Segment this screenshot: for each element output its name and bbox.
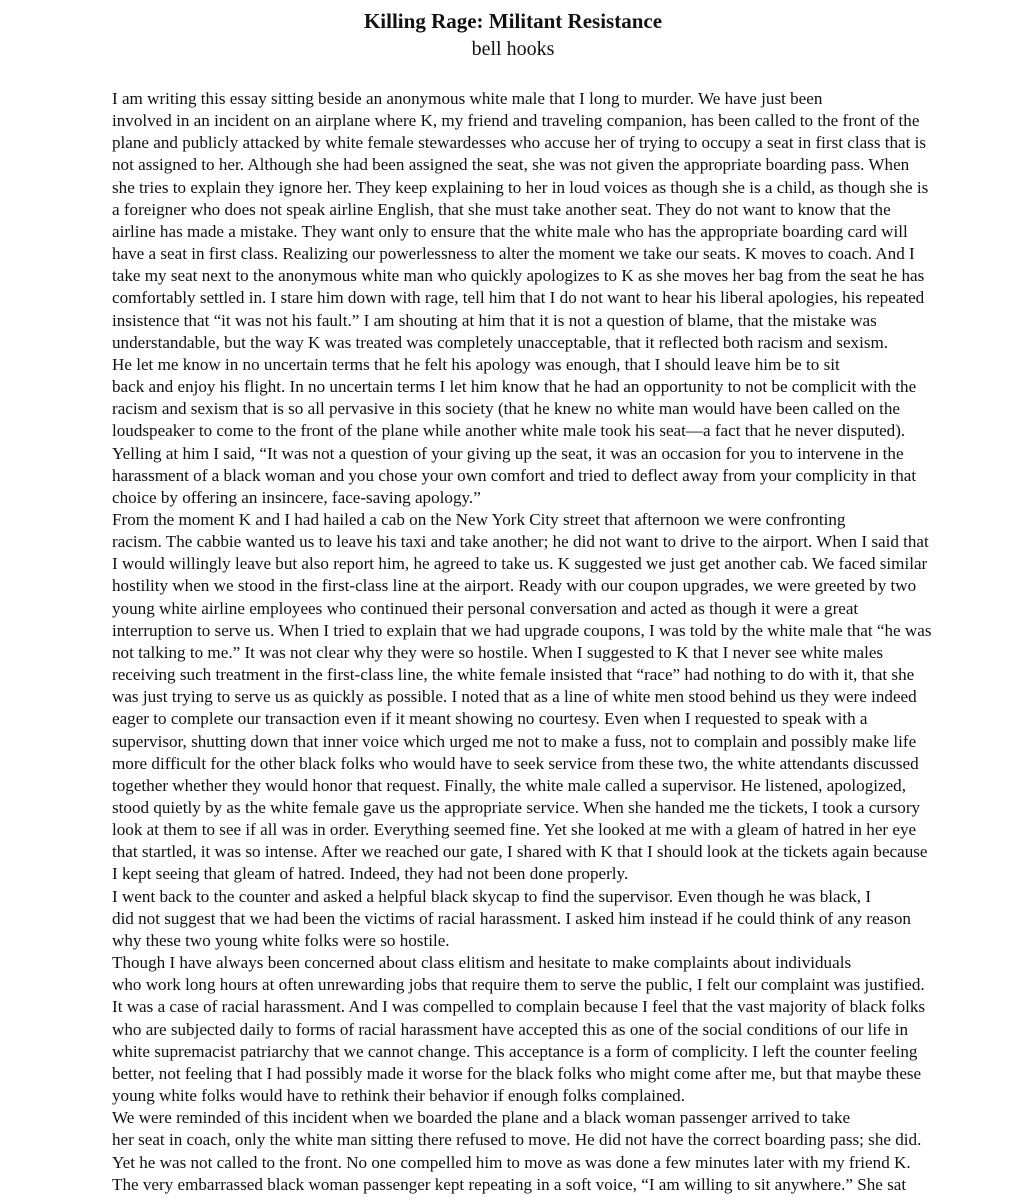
paragraph-line: take my seat next to the anonymous white man who quickly apologizes to K as she moves her bag from the seat he has (112, 266, 925, 286)
paragraph-line: Yelling at him I said, “It was not a question of your giving up the seat, it was an occasion for you to intervene in the (112, 443, 904, 463)
paragraph-line: I kept seeing that gleam of hatred. Indeed, they had not been done properly. (112, 864, 629, 884)
paragraph-line: It was a case of racial harassment. And I was compelled to complain because I feel that the vast majority of black folks (112, 997, 926, 1017)
paragraph-line: not talking to me.” It was not clear why they were so hostile. When I suggested to K that I never see white males (112, 642, 884, 662)
paragraph-line: who are subjected daily to forms of racial harassment have accepted this as one of the social conditions of our life in (112, 1019, 909, 1039)
paragraph-line: have a seat in first class. Realizing our powerlessness to alter the moment we take our seats. K moves to coach. And I (112, 244, 915, 264)
paragraph-line: she tries to explain they ignore her. They keep explaining to her in loud voices as though she is a child, as though she is (112, 177, 929, 197)
paragraph-line: receiving such treatment in the first-class line, the white female insisted that “race” had nothing to do with it, that she (112, 665, 915, 685)
paragraph-line: I would willingly leave but also report him, he agreed to take us. K suggested we just get another cab. We faced similar (112, 554, 928, 574)
paragraph-line: plane and publicly attacked by white female stewardesses who accuse her of trying to occupy a seat in first class that is (112, 133, 927, 153)
paragraph-line: did not suggest that we had been the victims of racial harassment. I asked him instead if he could think of any reason (112, 908, 911, 928)
paragraph-line: not assigned to her. Although she had been assigned the seat, she was not given the appropriate boarding pass. When (112, 155, 910, 175)
essay-title: Killing Rage: Militant Resistance (363, 9, 663, 33)
paragraph-line: racism and sexism that is so all pervasive in this society (that he knew no white man would have been called on the (112, 399, 901, 419)
paragraph-line: Though I have always been concerned about class elitism and hesitate to make complaints about individuals (112, 953, 852, 973)
essay-paragraph (11, 952, 1017, 1107)
paragraph-line: choice by offering an insincere, face-saving apology.” (112, 487, 481, 507)
paragraph-line: airline has made a mistake. They want only to ensure that the white male who has the appropriate boarding card will (112, 221, 908, 241)
paragraph-line: He let me know in no uncertain terms that he felt his apology was enough, that I should leave him be to sit (112, 354, 840, 374)
paragraph-line: hostility when we stood in the first-class line at the airport. Ready with our coupon upgrades, we were greeted by two (112, 576, 917, 596)
essay-paragraph (11, 354, 1017, 509)
paragraph-line: involved in an incident on an airplane where K, my friend and traveling companion, has been called to the front of the (112, 111, 920, 131)
essay-paragraph (11, 1107, 1017, 1196)
paragraph-line: why these two young white folks were so hostile. (112, 930, 450, 950)
paragraph-line: her seat in coach, only the white man sitting there refused to move. He did not have the correct boarding pass; she did. (112, 1130, 922, 1150)
paragraph-line: Yet he was not called to the front. No one compelled him to move as was done a few minutes later with my friend K. (112, 1152, 911, 1172)
essay-paragraph (11, 509, 1017, 886)
paragraph-line: I am writing this essay sitting beside an anonymous white male that I long to murder. We have just been (112, 89, 823, 108)
paragraph-line: harassment of a black woman and you chose your own comfort and tried to deflect away from your complicity in that (112, 465, 917, 485)
paragraph-line: loudspeaker to come to the front of the plane while another white male took his seat—a fact that he never disputed). (112, 421, 906, 441)
paragraph-line: comfortably settled in. I stare him down with rage, tell him that I do not want to hear his liberal apologies, his repeated (112, 288, 925, 308)
paragraph-line: a foreigner who does not speak airline English, that she must take another seat. They do not want to know that the (112, 199, 891, 219)
paragraph-line: We were reminded of this incident when we boarded the plane and a black woman passenger arrived to take (112, 1108, 851, 1128)
paragraph-line: was just trying to serve us as quickly as possible. I noted that as a line of white men stood behind us they were indeed (112, 687, 917, 707)
paragraph-line: who work long hours at often unrewarding jobs that require them to serve the public, I felt our complaint was justified. (112, 975, 925, 995)
essay-paragraph (11, 886, 1017, 952)
paragraph-line: better, not feeling that I had possibly made it worse for the black folks who might come after me, but that maybe these (112, 1063, 922, 1083)
paragraph-line: look at them to see if all was in order. Everything seemed fine. Yet she looked at me with a gleam of hatred in her eye (112, 820, 917, 840)
document-header (0, 0, 1026, 62)
paragraph-line: back and enjoy his flight. In no uncertain terms I let him know that he had an opportunity to not be complicit with the (112, 377, 917, 397)
paragraph-line: interruption to serve us. When I tried to explain that we had upgrade coupons, I was told by the white male that “he was (112, 620, 932, 640)
paragraph-line: insistence that “it was not his fault.” I am shouting at him that it is not a question of blame, that the mistake was (112, 310, 877, 330)
paragraph-line: From the moment K and I had hailed a cab on the New York City street that afternoon we were confronting (112, 509, 846, 529)
paragraph-line: supervisor, shutting down that inner voice which urged me not to make a fuss, not to complain and possibly make life (112, 731, 917, 751)
paragraph-line: more difficult for the other black folks who would have to seek service from these two, the white attendants discussed (112, 753, 919, 773)
paragraph-line: stood quietly by as the white female gave us the appropriate service. When she handed me the tickets, I took a cursory (112, 798, 921, 817)
paragraph-line: white supremacist patriarchy that we cannot change. This acceptance is a form of complicity. I left the counter feeling (112, 1041, 918, 1061)
paragraph-line: The very embarrassed black woman passenger kept repeating in a soft voice, “I am willing to sit anywhere.” She sat (112, 1174, 907, 1194)
essay-author: bell hooks (471, 38, 555, 60)
paragraph-line: young white folks would have to rethink their behavior if enough folks complained. (112, 1086, 685, 1106)
paragraph-line: understandable, but the way K was treated was completely unacceptable, that it reflected both racism and sexism. (112, 332, 889, 352)
paragraph-line: together whether they would honor that request. Finally, the white male called a supervisor. He listened, apologized, (112, 775, 906, 795)
paragraph-line: racism. The cabbie wanted us to leave his taxi and take another; he did not want to drive to the airport. When I said that (112, 532, 929, 552)
paragraph-line: eager to complete our transaction even if it meant showing no courtesy. Even when I requested to speak with a (112, 709, 868, 729)
paragraph-line: that startled, it was so intense. After we reached our gate, I shared with K that I should look at the tickets again because (112, 842, 928, 862)
paragraph-line: I went back to the counter and asked a helpful black skycap to find the supervisor. Even though he was black, I (112, 886, 872, 906)
paragraph-line: young white airline employees who continued their personal conversation and acted as though it were a great (112, 598, 859, 618)
essay-paragraph (11, 88, 1017, 354)
essay-body (11, 88, 1017, 1196)
